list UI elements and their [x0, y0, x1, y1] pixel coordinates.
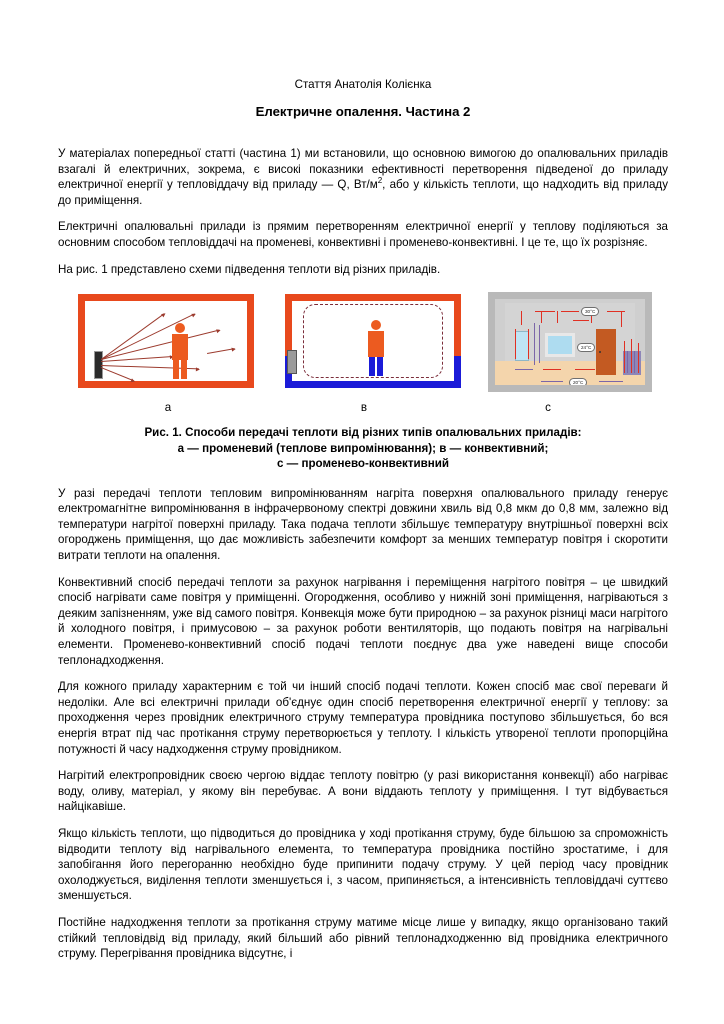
paragraph-8: Якщо кількість теплоти, що підводиться до провідника у ході протікання струму, буде більшою за спроможність відводити теплоту від нагрівального елемента, то температура провідника постійно зростатиме, і для запобігання його перегоранню необхідно буде припинити подачу струму. У цей період часу провідник охолоджується, виділення теплоти зменшується і, з часом, припиняється, а інтенсивність тепловіддачі суттєво зменшується.: [58, 826, 668, 903]
figure-c-arrow-hot: [543, 369, 561, 370]
figure-c-arrow-cool: [541, 381, 563, 382]
person-leg-right: [181, 360, 187, 379]
figure-a-ray: [101, 367, 135, 381]
paragraph-7: Нагрітий електропровідник своєю чергою віддає теплоту повітрю (у разі використання конвекції) або нагріває воду, оливу, матеріал, у якому він перебуває. А вони віддають теплоту у приміщення. І тут відбувається найцікавіше.: [58, 769, 668, 814]
figure-c-arrow-hot: [535, 311, 555, 312]
figure-b-convector-panel: [287, 350, 297, 374]
figure-caption-line-3: с — променево-конвективний: [276, 457, 450, 471]
figure-c-arrow-hot: [515, 329, 516, 359]
paragraph-1: [58, 146, 668, 208]
figure-a-room-outline: [78, 294, 254, 388]
person-leg-right: [377, 357, 383, 376]
article-byline: Стаття Анатолія Колієнка: [294, 78, 432, 91]
figure-c-arrow-cool: [534, 323, 535, 365]
figure-sublabel-b: в: [360, 401, 368, 415]
figure-c-arrow-hot: [631, 339, 632, 373]
paragraph-1-superscript: 2: [377, 176, 383, 186]
figure-c-radiator: [515, 331, 529, 361]
figure-c-arrow-cool: [539, 325, 540, 363]
paragraph-9: Постійне надходження теплоти за протікання струму матиме місце лише у випадку, якщо організовано такий стійкий тепловідвід від приладу, який більший або рівний теплонадходженню від провідника електричного струму. Перегрівання провідника відсутнє, і: [58, 915, 668, 961]
person-torso: [172, 334, 188, 360]
figure-c-temp-ceiling: 30°C: [581, 307, 599, 316]
figure-c-arrow-hot: [638, 343, 639, 373]
figure-c-radiant-convective: [484, 288, 656, 396]
figure-b-person: [365, 320, 387, 376]
person-head: [175, 323, 185, 333]
person-leg-left: [173, 360, 179, 379]
paragraph-5: Конвективний спосіб передачі теплоти за рахунок нагрівання і переміщення нагрітого повітря – це швидкий спосіб нагрівати саме повітря у приміщенні. Огородження, особливо у нижній зоні приміщення, нагріваються з деяким запізненням, уже від самого повітря. Конвекція може бути природною – за рахунок різниці маси нагрітого й холодного повітря, і примусовою – за рахунок роботи вентиляторів, що подають повітря на нагрівальні елементи. Променево-конвективний спосіб подачі теплоти поєднує два уже наведені вище способи теплонадходження.: [58, 575, 668, 667]
figure-1-images: [58, 288, 668, 396]
figure-caption-line-1: Рис. 1. Способи передачі теплоти від різних типів опалювальних приладів:: [144, 426, 582, 440]
figure-caption-line-2: а — променевий (теплове випромінювання); в — конвективний;: [177, 441, 549, 455]
figure-c-arrow-hot: [561, 311, 579, 312]
paragraph-1-text-b: , або у кількість теплоти, що надходить від приладу до приміщення.: [58, 178, 668, 207]
figure-c-arrow-cool: [599, 381, 623, 382]
figure-c-arrow-hot: [528, 329, 529, 359]
figure-c-room: [488, 292, 652, 392]
figure-a-radiant: [70, 288, 266, 396]
paragraph-2: Електричні опалювальні прилади із прямим перетворенням електричної енергії у теплову поділяються за основним способом тепловіддачі на променеві, конвективні і променево-конвективні. І це те, що їх розрізняє.: [58, 220, 668, 249]
figure-c-arrow-hot: [557, 311, 558, 323]
figure-c-arrow-cool: [634, 351, 635, 373]
figure-a-ray: [207, 348, 235, 354]
paragraph-4: У разі передачі теплоти тепловим випромінюванням нагріта поверхня опалювального приладу генерує електромагнітне випромінювання в інфрачервоному спектрі довжини хвиль від 0,8 мкм до 0,8 мм, залежно від температури нагрітої поверхні приладу. Така подача теплоти збільшує температуру внутрішньої поверхні всіх огороджень приміщення, що дає можливість забезпечити комфорт за менших температур повітря і скоротити витрати теплоти на опалення.: [58, 486, 668, 563]
figure-c-arrow-hot: [624, 341, 625, 373]
figure-c-arrow-hot: [573, 320, 589, 321]
figure-c-temp-floor: 20°C: [569, 378, 587, 387]
paragraph-3: На рис. 1 представлено схеми підведення теплоти від різних приладів.: [58, 262, 441, 276]
figure-sublabel-c: с: [545, 401, 551, 415]
figure-b-convective: [277, 288, 473, 396]
figure-c-arrow-cool: [627, 351, 628, 373]
figure-c-arrow-hot: [541, 311, 542, 323]
figure-c-window: [545, 333, 575, 357]
figure-c-temp-wall: 24°C: [577, 343, 595, 352]
paragraph-6: Для кожного приладу характерним є той чи інший спосіб подачі теплоти. Кожен спосіб має свої переваги й недоліки. Але всі електричні прилади об'єднує один спосіб перетворення електричної енергії у теплову: за проходження через провідник електричного струму температура провідника поступово збільшується, бо вся енергія втрат під час протікання струму перетворюється у теплоту. І кількість утвореної теплоти пропорційна потужності й часу надходження струму провідником.: [58, 680, 668, 756]
person-torso: [368, 331, 384, 357]
figure-sublabel-a: а: [164, 401, 172, 415]
figure-c-arrow-hot: [521, 311, 522, 325]
figure-c-arrow-hot: [621, 311, 622, 327]
paragraph-1-text-a: У матеріалах попередньої статті (частина 1) ми встановили, що основною вимогою до опалювальних приладів взагалі й електричних, зокрема, є високі показники ефективності перетворення підведеної до приладу електричної енергії у тепловіддачу від приладу: [58, 147, 668, 192]
figure-a-person: [169, 323, 191, 379]
person-leg-left: [369, 357, 375, 376]
figure-caption: [58, 425, 668, 472]
person-head: [371, 320, 381, 330]
figure-c-arrow-hot: [607, 311, 625, 312]
paragraph-1-formula: — Q, Вт/м: [321, 178, 378, 192]
figure-c-arrow-cool: [515, 369, 533, 370]
figure-c-arrow-hot: [575, 369, 595, 370]
figure-c-door: [596, 329, 616, 375]
page-title: Електричне опалення. Частина 2: [255, 104, 471, 119]
figure-sublabels: [58, 401, 668, 414]
